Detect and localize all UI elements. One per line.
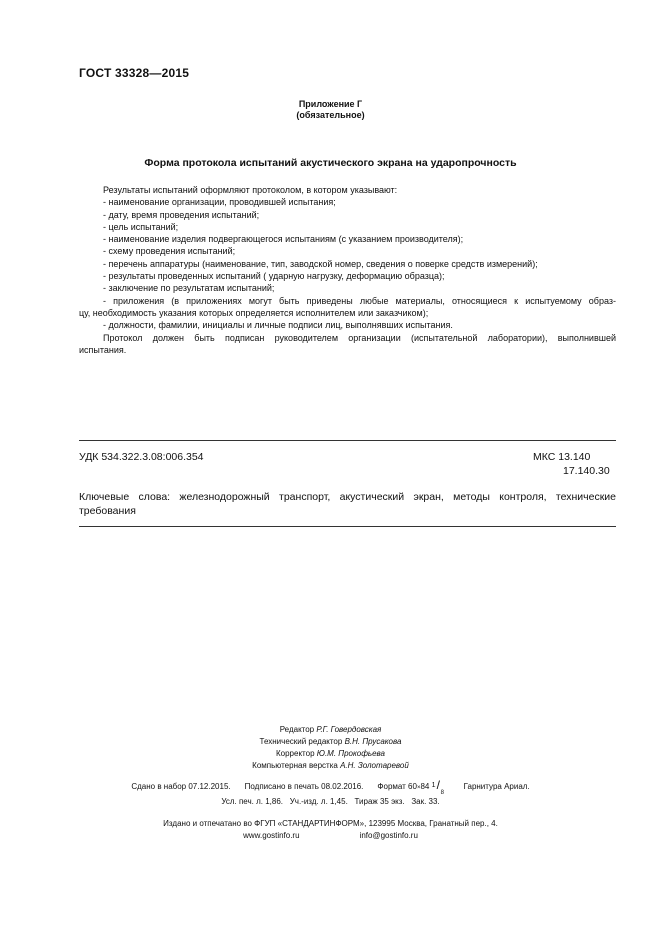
format-fraction: 1 / 8: [431, 778, 444, 796]
mks-code-2: 17.140.30: [563, 464, 610, 477]
list-item-signatures: - должности, фамилии, инициалы и личные подписи лиц, выполнявших испытания.: [103, 320, 453, 331]
mks-codes: [533, 451, 610, 478]
print-info-line-1: Сдано в набор 07.12.2015. Подписано в печать 08.02.2016. Формат 60×84 1 / 8 Гарнитура Ариал.: [131, 778, 530, 796]
imprint-corrector: Корректор Ю.М. Прокофьева: [276, 749, 385, 758]
protocol-text: [79, 184, 616, 356]
list-item: - цель испытаний;: [103, 221, 179, 232]
divider-top: [79, 440, 616, 441]
list-item: - дату, время проведения испытаний;: [103, 209, 260, 220]
keywords-line-1: Ключевые слова: железнодорожный транспорт, акустический экран, методы контроля, технические: [79, 491, 616, 503]
mks-code-1: МКС 13.140: [533, 451, 591, 463]
publisher-line: Издано и отпечатано во ФГУП «СТАНДАРТИНФОРМ», 123995 Москва, Гранатный пер., 4.: [163, 819, 498, 828]
list-item: - перечень аппаратуры (наименование, тип, заводской номер, сведения о поверке средств измерений);: [103, 258, 538, 269]
keywords-line-2: требования: [79, 504, 136, 517]
divider-bottom: [79, 526, 616, 527]
list-item-attachments-cont: цу, необходимость указания которых определяется исполнителем или заказчиком);: [79, 307, 429, 318]
intro-paragraph: Результаты испытаний оформляют протоколом, в котором указывают:: [103, 185, 398, 195]
document-id: ГОСТ 33328—2015: [79, 66, 190, 80]
udk-code: УДК 534.322.3.08:006.354: [79, 451, 204, 463]
imprint-editor: Редактор Р.Г. Говердовская: [279, 725, 382, 734]
list-item: - заключение по результатам испытаний;: [103, 283, 275, 294]
list-item: - результаты проведенных испытаний ( ударную нагрузку, деформацию образца);: [103, 271, 445, 282]
keywords: [79, 491, 616, 518]
publisher-contacts: [0, 829, 661, 843]
appendix-note: (обязательное): [296, 110, 365, 120]
closing-paragraph-cont: испытания.: [79, 344, 127, 355]
page-title: Форма протокола испытаний акустического экрана на ударопрочность: [144, 157, 517, 169]
imprint-layout: Компьютерная верстка А.Н. Золотаревой: [252, 761, 409, 770]
closing-paragraph: Протокол должен быть подписан руководителем организации (испытательной лаборатории), выполнившей: [103, 332, 616, 343]
imprint-block: [0, 724, 661, 772]
print-info-line-2: Усл. печ. л. 1,86. Уч.-изд. л. 1,45. Тираж 35 экз. Зак. 33.: [221, 797, 440, 806]
publisher-email: info@gostinfo.ru: [359, 831, 418, 840]
imprint-tech-editor: Технический редактор В.Н. Прусакова: [259, 737, 402, 746]
appendix-label: Приложение Г: [298, 99, 363, 109]
list-item: - схему проведения испытаний;: [103, 246, 236, 257]
list-item-attachments: - приложения (в приложениях могут быть приведены любые материалы, относящиеся к испытуемому образ-: [103, 295, 616, 306]
list-item: - наименование организации, проводившей испытания;: [103, 197, 336, 208]
list-item: - наименование изделия подвергающегося испытаниям (с указанием производителя);: [103, 234, 464, 245]
publisher-site: www.gostinfo.ru: [243, 831, 300, 840]
